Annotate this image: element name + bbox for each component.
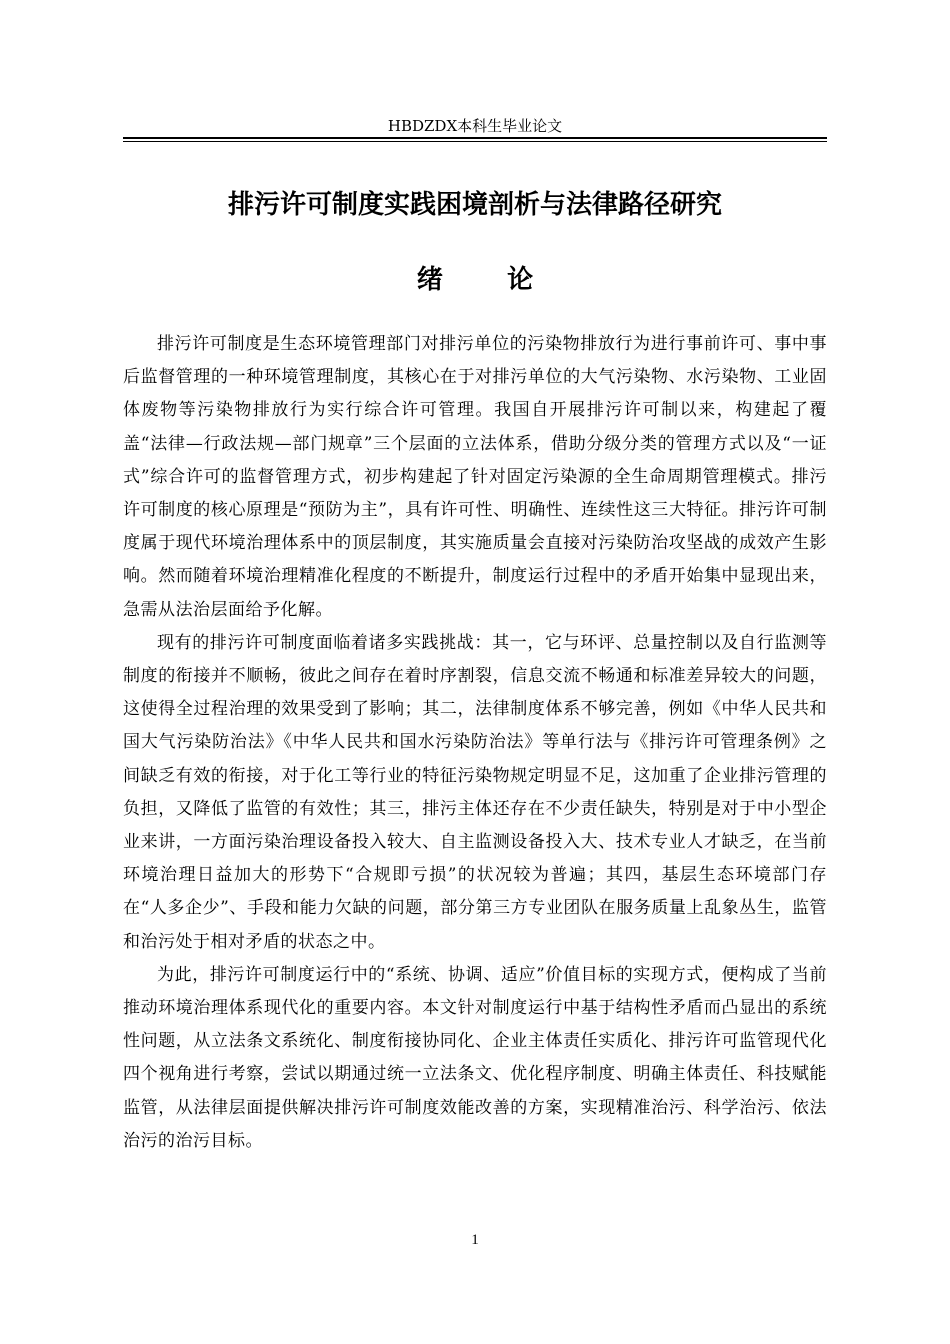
paragraph-2: 现有的排污许可制度面临着诸多实践挑战：其一，它与环评、总量控制以及自行监测等制度的衔接并不顺畅，彼此之间存在着时序割裂，信息交流不畅通和标准差异较大的问题，这使得全过程治理的效果受到了影响；其二，法律制度体系不够完善，例如《中华人民共和国大气污染防治法》《中华人民共和国水污染防治法》等单行法与《排污许可管理条例》之间缺乏有效的衔接，对于化工等行业的特征污染物规定明显不足，这加重了企业排污管理的负担，又降低了监管的有效性；其三，排污主体还存在不少责任缺失，特别是对于中小型企业来讲，一方面污染治理设备投入较大、自主监测设备投入大、技术专业人才缺乏，在当前环境治理日益加大的形势下“合规即亏损”的状况较为普遍；其四，基层生态环境部门存在“人多企少”、手段和能力欠缺的问题，部分第三方专业团队在服务质量上乱象丛生，监管和治污处于相对矛盾的状态之中。 [123,632,827,952]
paragraph-1: 排污许可制度是生态环境管理部门对排污单位的污染物排放行为进行事前许可、事中事后监督管理的一种环境管理制度，其核心在于对排污单位的大气污染物、水污染物、工业固体废物等污染物排放行为实行综合许可管理。我国自开展排污许可制以来，构建起了覆盖“法律—行政法规—部门规章”三个层面的立法体系，借助分级分类的管理方式以及“一证式”综合许可的监督管理方式，初步构建起了针对固定污染源的全生命周期管理模式。排污许可制度的核心原理是“预防为主”，具有许可性、明确性、连续性这三大特征。排污许可制度属于现代环境治理体系中的顶层制度，其实施质量会直接对污染防治攻坚战的成效产生影响。然而随着环境治理精准化程度的不断提升，制度运行过程中的矛盾开始集中显现出来，急需从法治层面给予化解。 [123,334,827,620]
section-heading [0,262,950,298]
section-heading-char-1: 绪 [416,265,443,295]
paragraph-3: 为此，排污许可制度运行中的“系统、协调、适应”价值目标的实现方式，便构成了当前推动环境治理体系现代化的重要内容。本文针对制度运行中基于结构性矛盾而凸显出的系统性问题，从立法条文系统化、制度衔接协同化、企业主体责任实质化、排污许可监管现代化四个视角进行考察，尝试以期通过统一立法条文、优化程序制度、明确主体责任、科技赋能监管，从法律层面提供解决排污许可制度效能改善的方案，实现精准治污、科学治污、依法治污的治污目标。 [123,964,827,1151]
body-text [123,328,827,1158]
running-header: HBDZDX本科生毕业论文 [387,117,563,135]
header-rule-thin [123,141,827,142]
thesis-title: 排污许可制度实践困境剖析与法律路径研究 [227,190,722,220]
header-rule-thick [123,137,827,139]
page-number: 1 [471,1232,479,1248]
section-heading-char-2: 论 [507,265,534,295]
